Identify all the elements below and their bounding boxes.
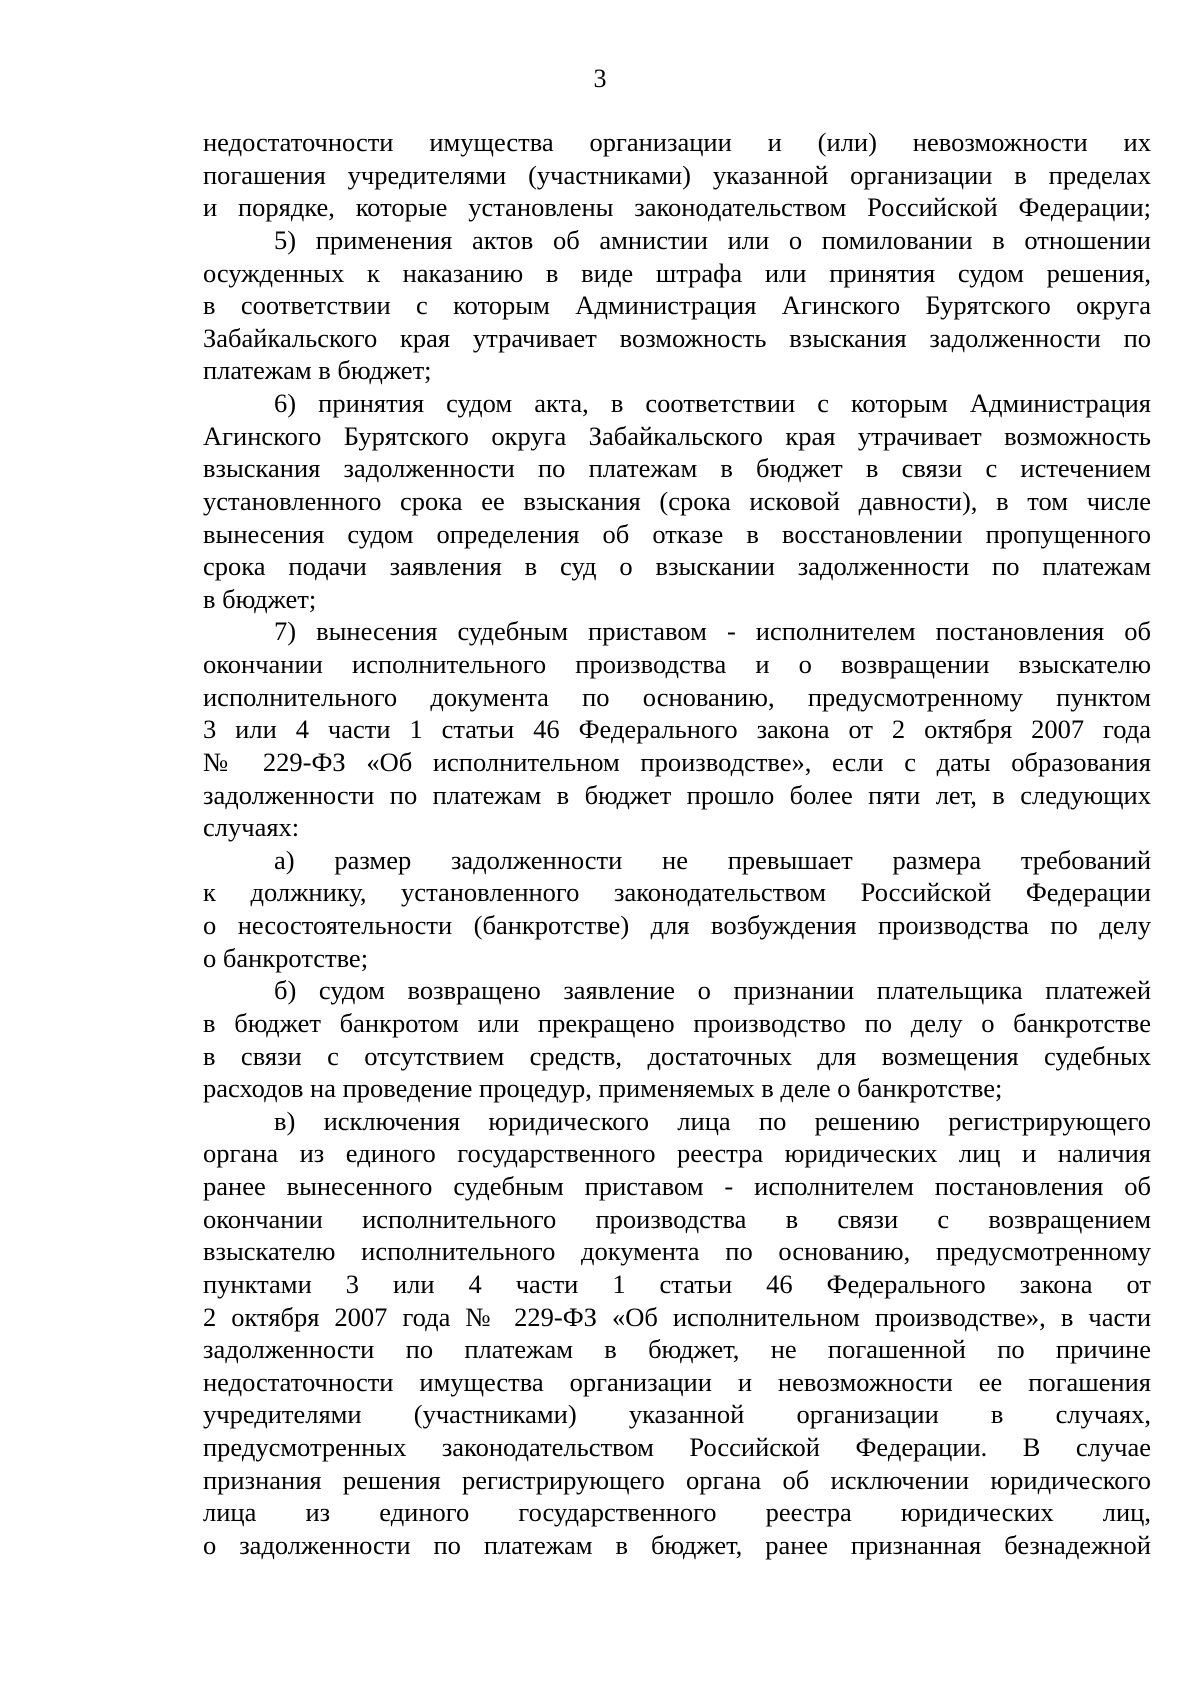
text-line: в связи с отсутствием средств, достаточных для возмещения судебных xyxy=(203,1040,1151,1071)
text-line: установленного срока ее взыскания (срока исковой давности), в том числе xyxy=(203,485,1151,516)
text-line: в бюджет; xyxy=(203,583,317,614)
text-line: осужденных к наказанию в виде штрафа или принятия судом решения, xyxy=(203,257,1151,288)
text-line: № 229-ФЗ «Об исполнительном производстве», если с даты образования xyxy=(203,746,1151,777)
text-line: о банкротстве; xyxy=(203,942,369,973)
text-line: 7) вынесения судебным приставом - исполнителем постановления об xyxy=(274,616,1151,647)
text-line: исполнительного документа по основанию, предусмотренному пунктом xyxy=(203,681,1151,712)
text-line: о задолженности по платежам в бюджет, ранее признанная безнадежной xyxy=(203,1529,1151,1560)
text-line: 3 или 4 части 1 статьи 46 Федерального закона от 2 октября 2007 года xyxy=(203,714,1151,745)
text-line: б) судом возвращено заявление о признании плательщика платежей xyxy=(274,975,1151,1006)
text-line: ранее вынесенного судебным приставом - исполнителем постановления об xyxy=(203,1171,1151,1201)
text-line: пунктами 3 или 4 части 1 статьи 46 Федерального закона от xyxy=(203,1268,1151,1299)
text-line: погашения учредителями (участниками) указанной организации в пределах xyxy=(203,159,1151,190)
text-line: в) исключения юридического лица по решению регистрирующего xyxy=(274,1105,1151,1136)
text-line: Агинского Бурятского округа Забайкальского края утрачивает возможность xyxy=(203,420,1151,451)
text-line: случаях: xyxy=(203,812,300,843)
text-line: предусмотренных законодательством Российской Федерации. В случае xyxy=(203,1432,1151,1462)
text-line: взыскателю исполнительного документа по основанию, предусмотренному xyxy=(203,1236,1151,1267)
document-body xyxy=(203,126,1151,1562)
text-line: и порядке, которые установлены законодательством Российской Федерации; xyxy=(203,192,1151,223)
text-line: 5) применения актов об амнистии или о помиловании в отношении xyxy=(274,224,1151,255)
text-line: вынесения судом определения об отказе в восстановлении пропущенного xyxy=(203,518,1151,549)
text-line: в соответствии с которым Администрация Агинского Бурятского округа xyxy=(203,290,1151,321)
text-line: учредителями (участниками) указанной организации в случаях, xyxy=(203,1399,1151,1430)
text-line: недостаточности имущества организации и невозможности ее погашения xyxy=(203,1366,1151,1397)
text-line: расходов на проведение процедур, применяемых в деле о банкротстве; xyxy=(203,1073,1003,1104)
text-line: Забайкальского края утрачивает возможность взыскания задолженности по xyxy=(203,322,1151,353)
text-line: 6) принятия судом акта, в соответствии с которым Администрация xyxy=(274,388,1151,418)
text-line: платежам в бюджет; xyxy=(203,355,432,386)
text-line: к должнику, установленного законодательством Российской Федерации xyxy=(203,877,1151,908)
text-line: окончании исполнительного производства и о возвращении взыскателю xyxy=(203,649,1151,679)
text-line: срока подачи заявления в суд о взыскании задолженности по платежам xyxy=(203,551,1151,582)
page-number: 3 xyxy=(593,64,607,93)
text-line: органа из единого государственного реестра юридических лиц и наличия xyxy=(203,1138,1151,1169)
text-line: взыскания задолженности по платежам в бюджет в связи с истечением xyxy=(203,453,1151,484)
text-line: лица из единого государственного реестра юридических лиц, xyxy=(203,1497,1151,1528)
text-line: о несостоятельности (банкротстве) для возбуждения производства по делу xyxy=(203,910,1151,940)
text-line: задолженности по платежам в бюджет прошло более пяти лет, в следующих xyxy=(203,779,1151,810)
text-line: окончании исполнительного производства в связи с возвращением xyxy=(203,1203,1151,1234)
text-line: недостаточности имущества организации и (или) невозможности их xyxy=(203,127,1151,157)
text-line: задолженности по платежам в бюджет, не погашенной по причине xyxy=(203,1334,1151,1365)
text-line: а) размер задолженности не превышает размера требований xyxy=(274,844,1151,875)
text-line: признания решения регистрирующего органа об исключении юридического xyxy=(203,1464,1151,1495)
text-line: 2 октября 2007 года № 229-ФЗ «Об исполнительном производстве», в части xyxy=(203,1301,1151,1332)
text-line: в бюджет банкротом или прекращено производство по делу о банкротстве xyxy=(203,1007,1151,1038)
